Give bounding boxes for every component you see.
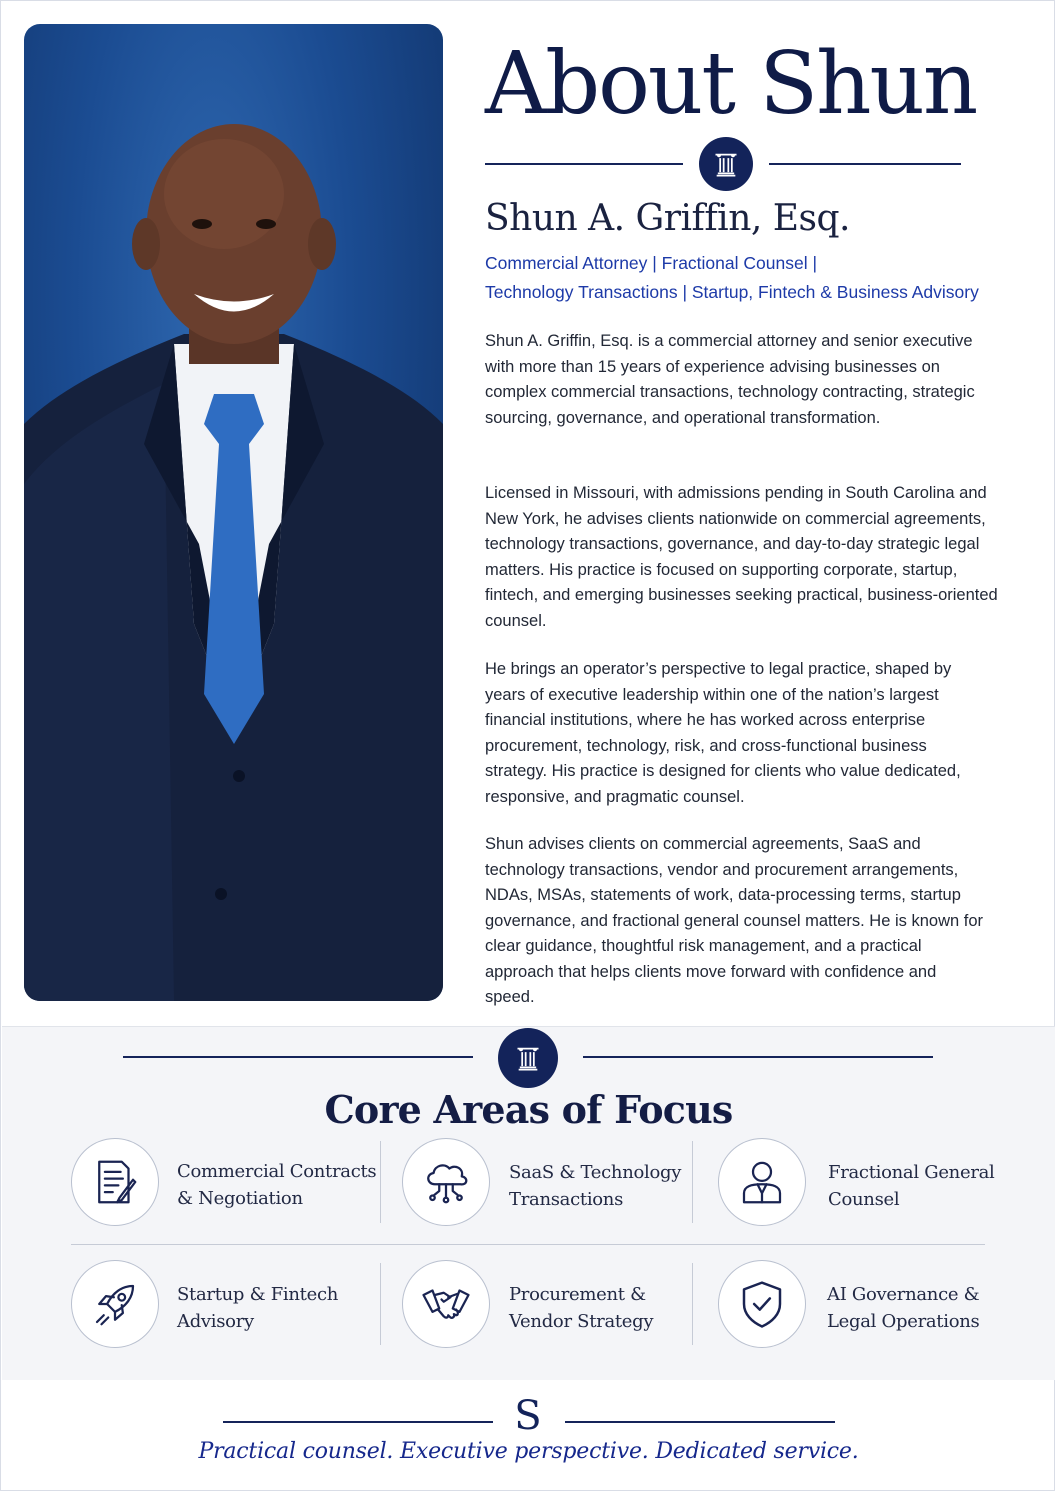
footer-tagline: Practical counsel. Executive perspective. Dedicated service. bbox=[198, 1439, 859, 1464]
rocket-icon bbox=[71, 1260, 159, 1348]
focus-item-3-line-1: Fractional General bbox=[828, 1162, 995, 1183]
focus-item-2-line-2: Transactions bbox=[509, 1189, 624, 1210]
bio-paragraph-2: Licensed in Missouri, with admissions pending in South Carolina and New York, he advises clients nationwide on commercial agreements, technology transactions, governance, and day-to-day strategic legal matters. His practice is focused on supporting corporate, startup, fintech, and emerging businesses seeking practical, business-oriented counsel. bbox=[485, 484, 998, 630]
handshake-icon bbox=[402, 1260, 490, 1348]
focus-item-2 bbox=[509, 1159, 681, 1213]
footer-divider-right bbox=[565, 1421, 835, 1423]
divider-left bbox=[485, 163, 683, 165]
focus-item-2-line-1: SaaS & Technology bbox=[509, 1162, 682, 1183]
tagline-line-2: Technology Transactions | Startup, Fintech & Business Advisory bbox=[485, 282, 979, 302]
focus-item-1 bbox=[177, 1158, 376, 1212]
separator-v-1 bbox=[380, 1141, 381, 1223]
footer-divider-left bbox=[223, 1421, 493, 1423]
focus-item-4-line-1: Startup & Fintech bbox=[177, 1284, 339, 1305]
portrait-photo bbox=[24, 24, 443, 1001]
focus-item-5-line-1: Procurement & bbox=[509, 1284, 646, 1305]
bio-paragraph-1: Shun A. Griffin, Esq. is a commercial attorney and senior executive with more than 15 years of experience advising businesses on complex commercial transactions, technology contracting, strategic sourcing, governance, and operational transformation. bbox=[485, 332, 975, 427]
separator-v-3 bbox=[380, 1263, 381, 1345]
focus-item-1-line-1: Commercial Contracts bbox=[177, 1161, 377, 1182]
focus-item-5-line-2: Vendor Strategy bbox=[509, 1311, 654, 1332]
bio-paragraph-3: He brings an operator’s perspective to legal practice, shaped by years of executive leadership within one of the nation’s largest financial institutions, where he has worked across enterprise procurement, technology, risk, and cross-functional business strategy. His practice is designed for clients who value dedicated, responsive, and pragmatic counsel. bbox=[485, 660, 961, 806]
focus-item-6 bbox=[827, 1281, 979, 1335]
attorney-name: Shun A. Griffin, Esq. bbox=[485, 198, 851, 239]
counsel-person-icon bbox=[718, 1138, 806, 1226]
cloud-network-icon bbox=[402, 1138, 490, 1226]
focus-item-3-line-2: Counsel bbox=[828, 1189, 900, 1210]
focus-item-6-line-1: AI Governance & bbox=[827, 1284, 980, 1305]
separator-h bbox=[71, 1244, 985, 1245]
focus-item-4-line-2: Advisory bbox=[177, 1311, 254, 1332]
focus-divider-right bbox=[583, 1056, 933, 1058]
shield-check-icon bbox=[718, 1260, 806, 1348]
separator-v-4 bbox=[692, 1263, 693, 1345]
focus-column-icon bbox=[498, 1028, 558, 1088]
tagline-line-1: Commercial Attorney | Fractional Counsel | bbox=[485, 253, 817, 273]
separator-v-2 bbox=[692, 1141, 693, 1223]
bio-paragraph-4: Shun advises clients on commercial agreements, SaaS and technology transactions, vendor and procurement arrangements, NDAs, MSAs, statements of work, data-processing terms, startup governance, and fractional general counsel matters. He is known for clear guidance, thoughtful risk management, and a practical approach that helps clients move forward with confidence and speed. bbox=[485, 835, 984, 1006]
focus-item-4 bbox=[177, 1281, 338, 1335]
page-title: About Shun bbox=[485, 34, 977, 134]
divider-right bbox=[769, 163, 961, 165]
focus-item-6-line-2: Legal Operations bbox=[827, 1311, 980, 1332]
column-icon bbox=[699, 137, 753, 191]
focus-divider-left bbox=[123, 1056, 473, 1058]
monogram-logo: S bbox=[514, 1393, 542, 1439]
focus-title: Core Areas of Focus bbox=[324, 1087, 733, 1132]
focus-item-3 bbox=[828, 1159, 995, 1213]
focus-item-1-line-2: & Negotiation bbox=[177, 1188, 303, 1209]
focus-item-5 bbox=[509, 1281, 653, 1335]
contract-icon bbox=[71, 1138, 159, 1226]
